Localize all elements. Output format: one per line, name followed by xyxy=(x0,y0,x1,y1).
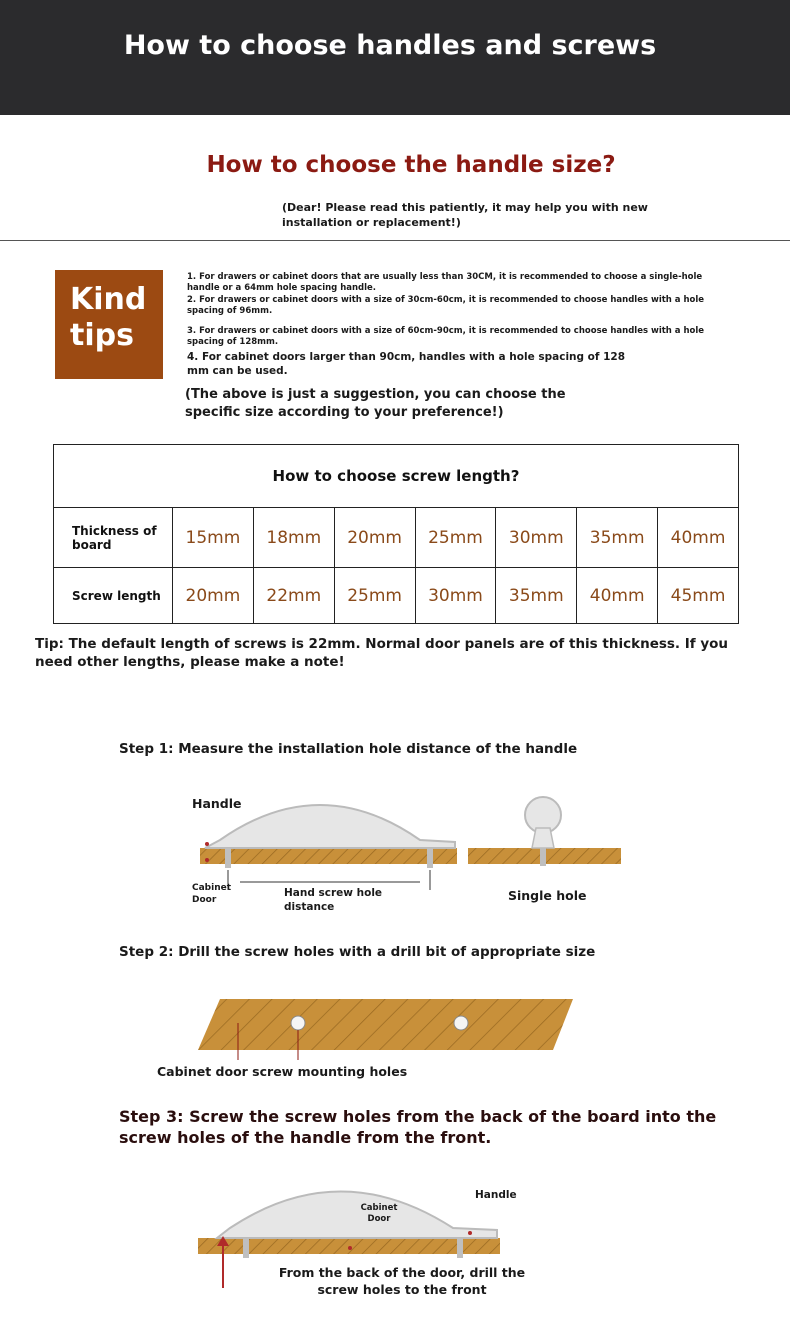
table-cell: 18mm xyxy=(253,508,334,568)
step3-handle-label: Handle xyxy=(475,1189,517,1201)
table-row xyxy=(54,508,739,568)
suggestion-note: (The above is just a suggestion, you can choose the specific size according to your preference!) xyxy=(185,387,566,420)
table-cell: 25mm xyxy=(334,568,415,624)
table-cell: 15mm xyxy=(173,508,254,568)
kind-tips-badge-line1: Kind xyxy=(70,282,147,317)
table-cell: 40mm xyxy=(577,568,658,624)
page-title: How to choose handles and screws xyxy=(123,30,657,61)
table-cell: 25mm xyxy=(415,508,496,568)
angled-board xyxy=(198,999,573,1050)
row-label-thickness: Thickness of board xyxy=(54,508,173,568)
cabinet-label-line2: Door xyxy=(367,1214,391,1224)
step3-caption: From the back of the door, drill the screw holes to the front xyxy=(278,1265,526,1297)
table-cell: 35mm xyxy=(496,568,577,624)
arch-handle xyxy=(217,1192,497,1239)
kind-tips-badge-line2: tips xyxy=(70,318,134,353)
screw xyxy=(225,848,231,868)
screw xyxy=(427,848,433,868)
intro-note: (Dear! Please read this patiently, it may help you with new installation or replacement!) xyxy=(282,201,648,229)
table-cell: 35mm xyxy=(577,508,658,568)
tip-2: 2. For drawers or cabinet doors with a size of 30cm-60cm, it is recommended to choose handles with a hole spacing of 96mm. xyxy=(187,295,705,316)
handle-marker xyxy=(205,842,209,846)
distance-label-line1: Hand screw hole xyxy=(284,887,383,899)
step2-diagram xyxy=(190,990,585,1070)
table-cell: 30mm xyxy=(415,568,496,624)
step3-title: Step 3: Screw the screw holes from the back of the board into the screw holes of the handle from the front. xyxy=(119,1107,717,1147)
table-cell: 20mm xyxy=(334,508,415,568)
screw xyxy=(457,1238,463,1258)
table-row xyxy=(54,568,739,624)
single-hole-label: Single hole xyxy=(508,888,587,903)
cabinet-label-line1: Cabinet xyxy=(360,1203,398,1213)
tip-4: 4. For cabinet doors larger than 90cm, handles with a hole spacing of 128 mm can be used. xyxy=(187,351,626,377)
step1-distance-label xyxy=(284,886,382,914)
handle-marker xyxy=(468,1231,472,1235)
board-marker xyxy=(205,858,209,862)
tip-3: 3. For drawers or cabinet doors with a size of 60cm-90cm, it is recommended to choose handles with a hole spacing of 128mm. xyxy=(187,326,705,347)
step2-title: Step 2: Drill the screw holes with a drill bit of appropriate size xyxy=(119,944,596,960)
screw-hole xyxy=(291,1016,305,1030)
section-divider xyxy=(0,240,790,241)
table-cell: 20mm xyxy=(173,568,254,624)
tip-1: 1. For drawers or cabinet doors that are usually less than 30CM, it is recommended to choose a single-hole handle or a 64mm hole spacing handle. xyxy=(187,272,703,293)
row-label-screw: Screw length xyxy=(54,568,173,624)
default-length-tip: Tip: The default length of screws is 22mm. Normal door panels are of this thickness. If you need other lengths, please make a note! xyxy=(35,636,729,670)
board-marker xyxy=(348,1246,352,1250)
knob-stem xyxy=(532,828,554,848)
cabinet-label-line1: Cabinet xyxy=(192,883,232,893)
step1-cabinet-label xyxy=(192,882,231,906)
arch-handle xyxy=(205,805,455,848)
screw-hole xyxy=(454,1016,468,1030)
screw-length-table xyxy=(53,444,739,624)
table-cell: 40mm xyxy=(658,508,739,568)
step2-caption: Cabinet door screw mounting holes xyxy=(157,1064,408,1079)
screw xyxy=(243,1238,249,1258)
table-cell: 30mm xyxy=(496,508,577,568)
step1-handle-label: Handle xyxy=(192,796,242,811)
kind-tips-badge xyxy=(55,270,163,379)
table-cell: 22mm xyxy=(253,568,334,624)
step3-cabinet-label xyxy=(358,1203,400,1225)
distance-label-line2: distance xyxy=(284,901,335,913)
table-title-row xyxy=(54,445,739,508)
cabinet-board xyxy=(200,848,457,864)
cabinet-label-line2: Door xyxy=(192,895,217,905)
screw xyxy=(540,848,546,866)
handle-size-heading: How to choose the handle size? xyxy=(206,152,616,178)
table-title: How to choose screw length? xyxy=(54,445,739,508)
step1-title: Step 1: Measure the installation hole distance of the handle xyxy=(119,741,578,757)
table-cell: 45mm xyxy=(658,568,739,624)
